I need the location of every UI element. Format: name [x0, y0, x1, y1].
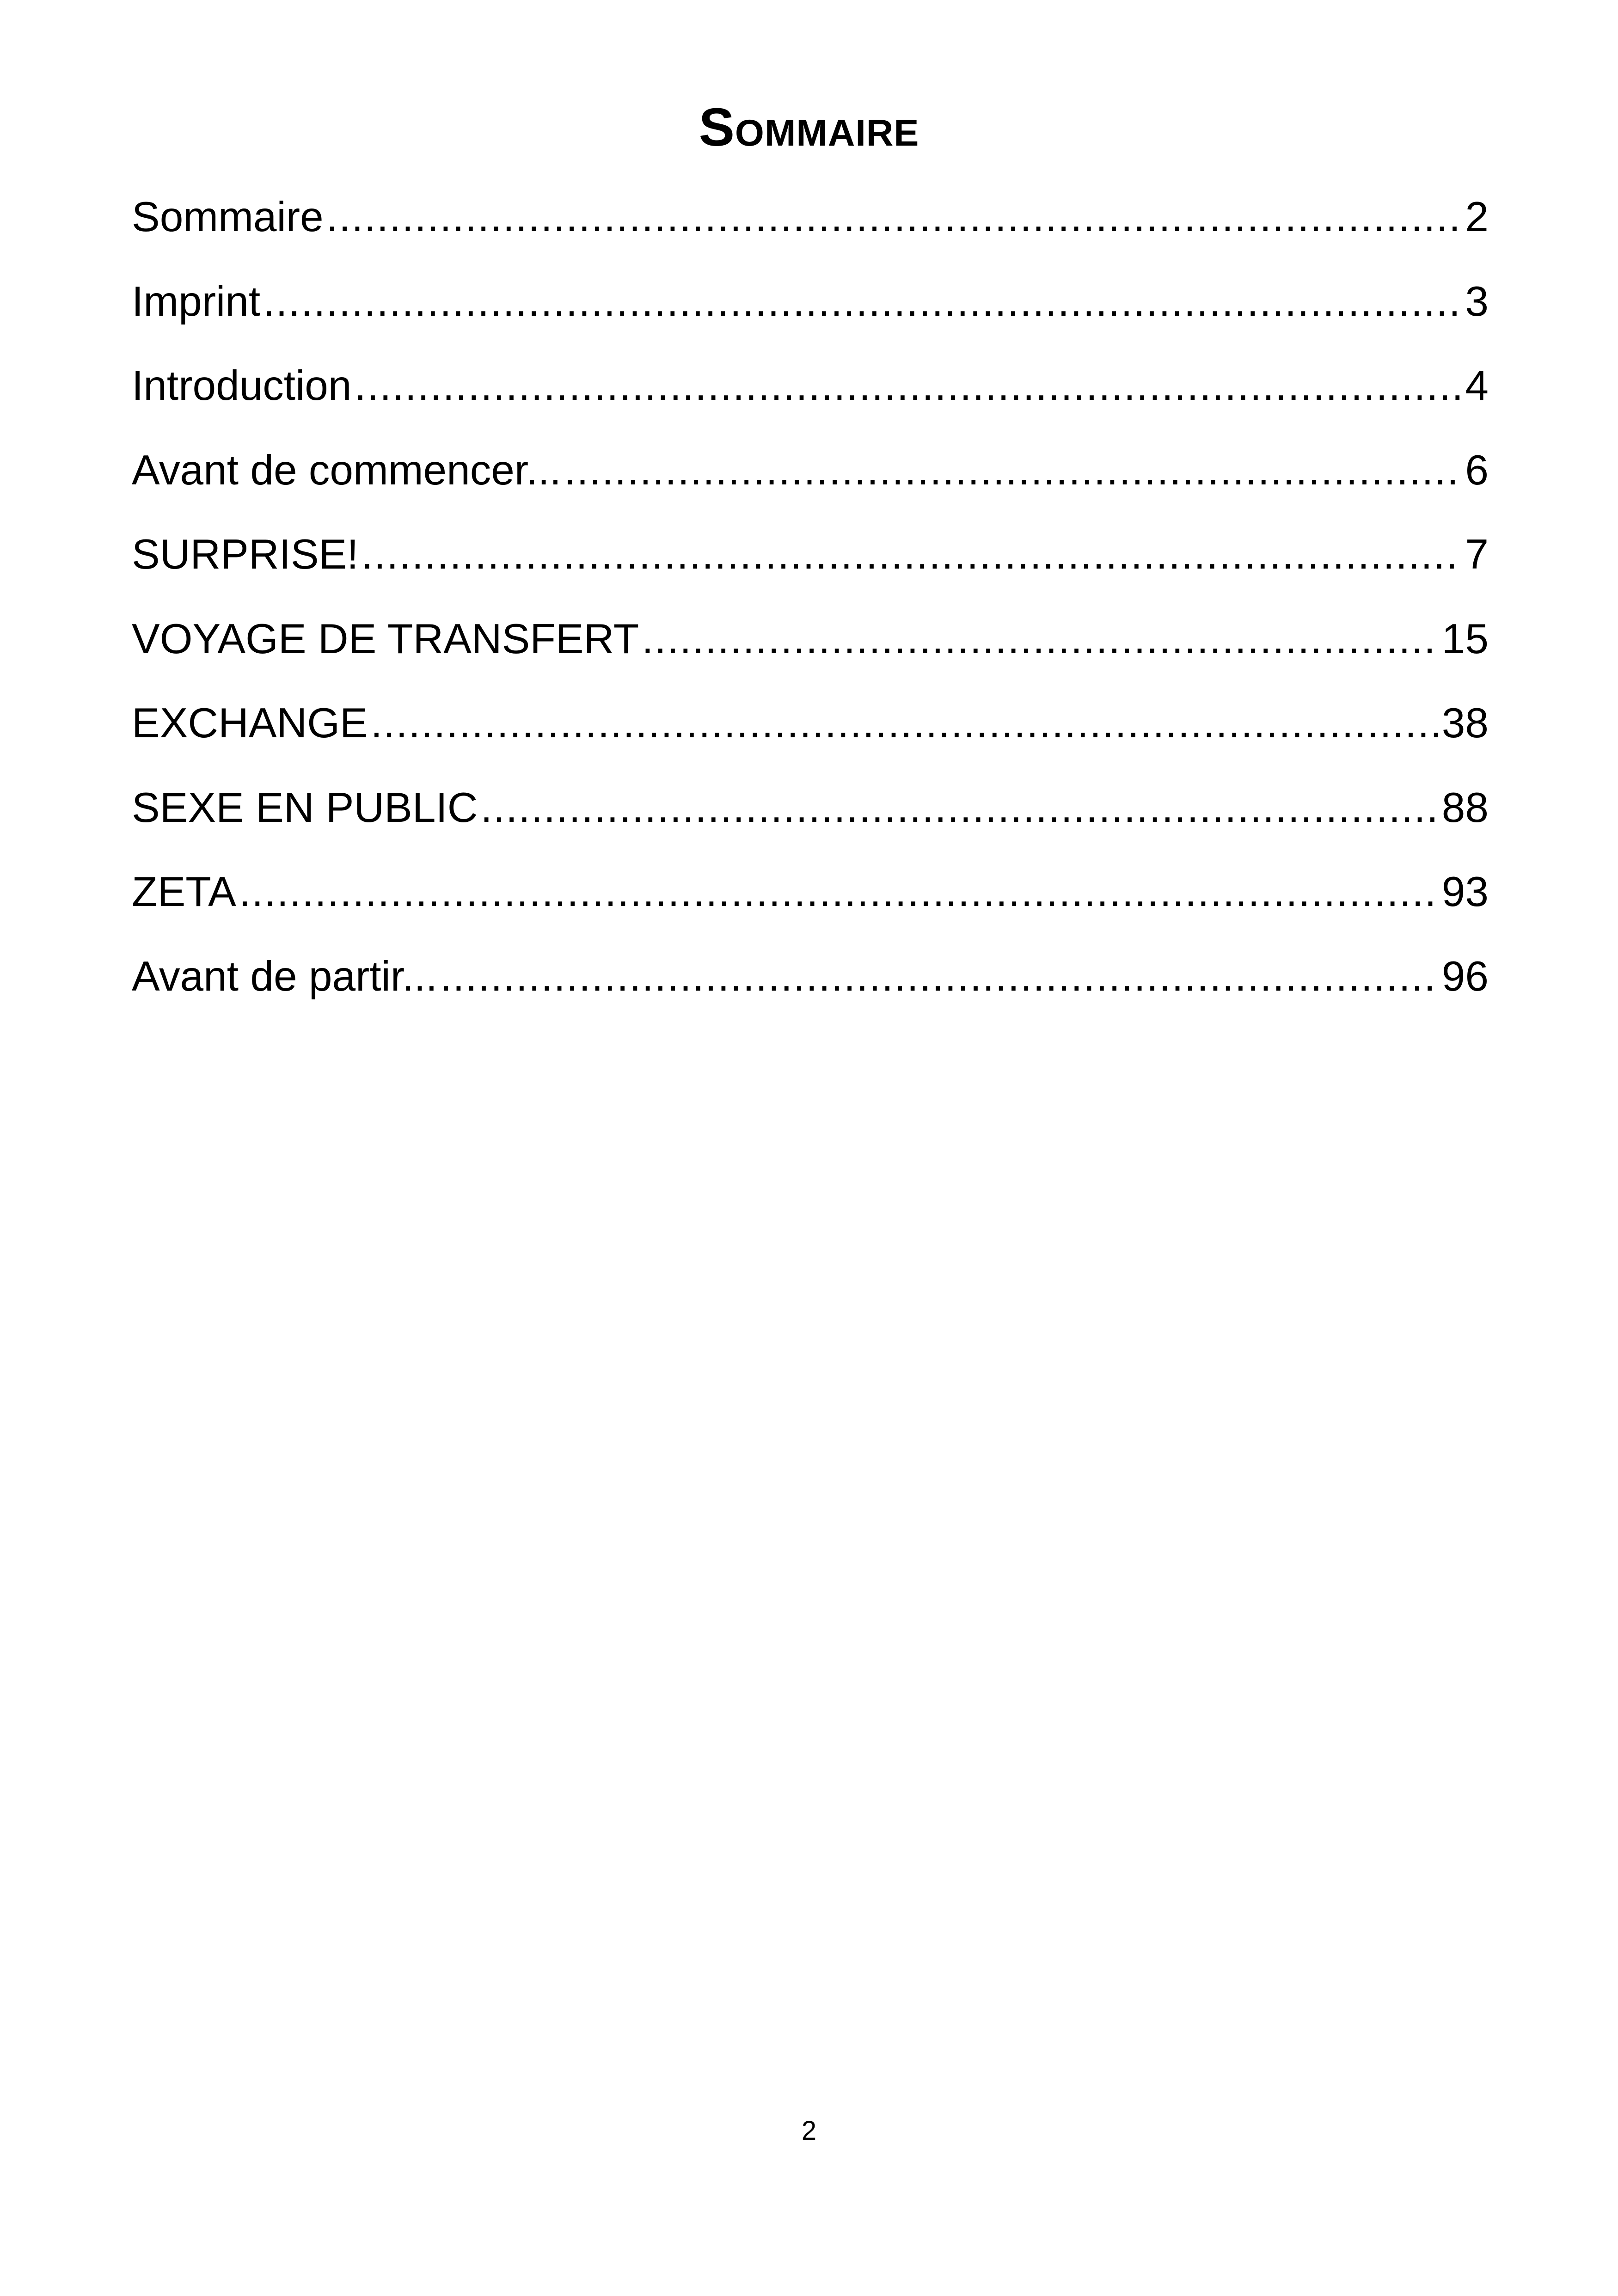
page-number: 2: [801, 2116, 817, 2146]
toc-entry-page: 4: [1465, 362, 1489, 409]
table-of-contents: [132, 187, 1489, 1031]
toc-entry-page: 2: [1465, 194, 1489, 240]
toc-entry-page: 88: [1441, 784, 1489, 831]
dot-leader: [440, 947, 1439, 1007]
dot-leader: [642, 609, 1439, 669]
toc-entry-page: 15: [1441, 615, 1489, 662]
toc-entry-page: 6: [1465, 447, 1489, 494]
toc-entry-avant-de-partir[interactable]: [132, 947, 1489, 1031]
dot-leader: [355, 356, 1463, 416]
page-title: Sommaire: [699, 97, 919, 157]
toc-entry-sommaire[interactable]: [132, 187, 1489, 272]
toc-entry-page: 7: [1465, 531, 1489, 578]
toc-entry-sexe-en-public[interactable]: [132, 778, 1489, 863]
toc-entry-zeta[interactable]: [132, 862, 1489, 947]
toc-entry-surprise[interactable]: [132, 525, 1489, 609]
dot-leader: [564, 441, 1462, 501]
dot-leader: [371, 693, 1439, 753]
toc-entry-label: ZETA: [132, 869, 236, 915]
toc-entry-voyage-de-transfert[interactable]: [132, 609, 1489, 694]
toc-entry-label: VOYAGE DE TRANSFERT: [132, 615, 639, 662]
toc-entry-introduction[interactable]: [132, 356, 1489, 441]
toc-entry-label: Avant de partir...: [132, 953, 437, 1000]
dot-leader: [263, 272, 1462, 332]
toc-entry-label: Introduction: [132, 362, 352, 409]
toc-entry-label: SURPRISE!: [132, 531, 359, 578]
dot-leader: [239, 862, 1439, 922]
toc-entry-label: EXCHANGE: [132, 700, 368, 747]
toc-entry-page: 3: [1465, 278, 1489, 325]
toc-entry-page: 96: [1441, 953, 1489, 1000]
dot-leader: [326, 187, 1463, 247]
toc-entry-label: SEXE EN PUBLIC: [132, 784, 478, 831]
toc-entry-exchange[interactable]: [132, 693, 1489, 778]
dot-leader: [480, 778, 1439, 838]
toc-entry-avant-de-commencer[interactable]: [132, 441, 1489, 525]
toc-entry-label: Avant de commencer...: [132, 447, 562, 494]
dot-leader: [362, 525, 1463, 585]
toc-entry-label: Sommaire: [132, 194, 324, 240]
toc-entry-imprint[interactable]: [132, 272, 1489, 356]
toc-entry-page: 93: [1441, 869, 1489, 915]
toc-entry-page: 38: [1441, 700, 1489, 747]
toc-entry-label: Imprint: [132, 278, 261, 325]
